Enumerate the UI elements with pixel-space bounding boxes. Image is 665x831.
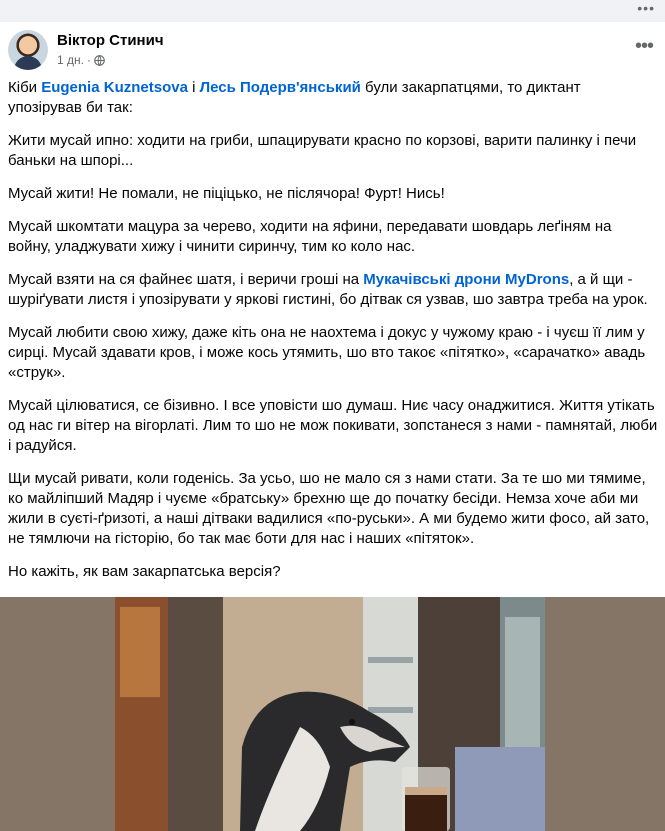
- globe-icon: [94, 55, 105, 66]
- more-options-icon[interactable]: •••: [637, 0, 655, 16]
- paragraph-text: Мусай жити! Не помали, не піціцько, не післячора! Фурт! Нись!: [8, 185, 445, 202]
- mention-link[interactable]: Мукачівські дрони MyDrons: [363, 271, 570, 288]
- post-paragraph: [8, 562, 658, 582]
- author-name[interactable]: Віктор Стинич: [57, 32, 164, 49]
- paragraph-text: Но кажіть, як вам закарпатська версія?: [8, 563, 281, 580]
- post-text: [8, 78, 658, 648]
- photo-illustration: [0, 597, 665, 831]
- post-paragraph: [8, 131, 658, 171]
- paragraph-text: Мусай любити свою хижу, даже кіть она не наохтема і докус у чужому краю - і чуєш її лим у сирці. Мусай здавати кров, і може кось утямить, шо вто такоє «пітятко», «сарачатко» авадь «струк».: [8, 324, 646, 381]
- post-paragraph: [8, 78, 658, 118]
- post-header: [0, 26, 665, 76]
- post-meta: [57, 53, 105, 67]
- post-time[interactable]: 1 дн.: [57, 53, 84, 67]
- mention-link[interactable]: Eugenia Kuznetsova: [41, 79, 188, 96]
- meta-separator: ·: [86, 53, 91, 67]
- mention-link[interactable]: Лесь Подерв'янський: [199, 79, 361, 96]
- paragraph-text: і: [187, 79, 200, 96]
- paragraph-text: Мусай взяти на ся файнеє шатя, і веричи гроші на: [8, 271, 364, 288]
- paragraph-text: Жити мусай ипно: ходити на гриби, шпацирувати красно по корзові, варити палинку і печи баньки на шпорі...: [8, 132, 637, 169]
- post-paragraph: [8, 270, 658, 310]
- post-paragraph: [8, 217, 658, 257]
- paragraph-text: Щи мусай ривати, коли годенісь. За усьо, шо не мало ся з нами стати. За те шо ми тямиме, ко майліпший Мадяр і чуєме «братську» брехню ще до початку бесіди. Немза хоче аби ми жили в суєті-ґризоті, а наші дітваки вадилися «по-руськи». А ми будемо жити фосо, ай зато, не тямлючи на гісторію, бо так має боти для нас і наших «пітяток».: [8, 470, 650, 547]
- post-paragraph: [8, 396, 658, 456]
- more-options-icon[interactable]: •••: [634, 35, 653, 57]
- paragraph-text: Мусай цілюватися, се бізивно. І все уповісти шо думаш. Ниє часу онаджитися. Життя утікать од нас ги вітер на вігорлаті. Лим то шо не мож покивати, зопстанеся з нами - памнятай, люби і радуйся.: [8, 397, 658, 454]
- paragraph-text: Кіби: [8, 79, 42, 96]
- paragraph-text: Мусай шкомтати мацура за черево, ходити на яфини, передавати шовдарь леґіням на войну, уладжувати хижу і чинити сиринчу, тим ко коло нас.: [8, 218, 612, 255]
- post-paragraph: [8, 469, 658, 549]
- paragraph-text: , а й щи - шуріґувати листя і упозірувати у яркові гистині, бо дітвак ся узвав, шо завтра треба на урок.: [8, 271, 648, 308]
- dog-photo[interactable]: [0, 597, 665, 831]
- paragraph-text: були закарпатцями, то диктант упозірував би так:: [8, 79, 581, 116]
- post-paragraph: [8, 323, 658, 383]
- previous-post-edge: [0, 0, 665, 22]
- avatar[interactable]: [8, 30, 48, 70]
- post-paragraph: [8, 184, 658, 204]
